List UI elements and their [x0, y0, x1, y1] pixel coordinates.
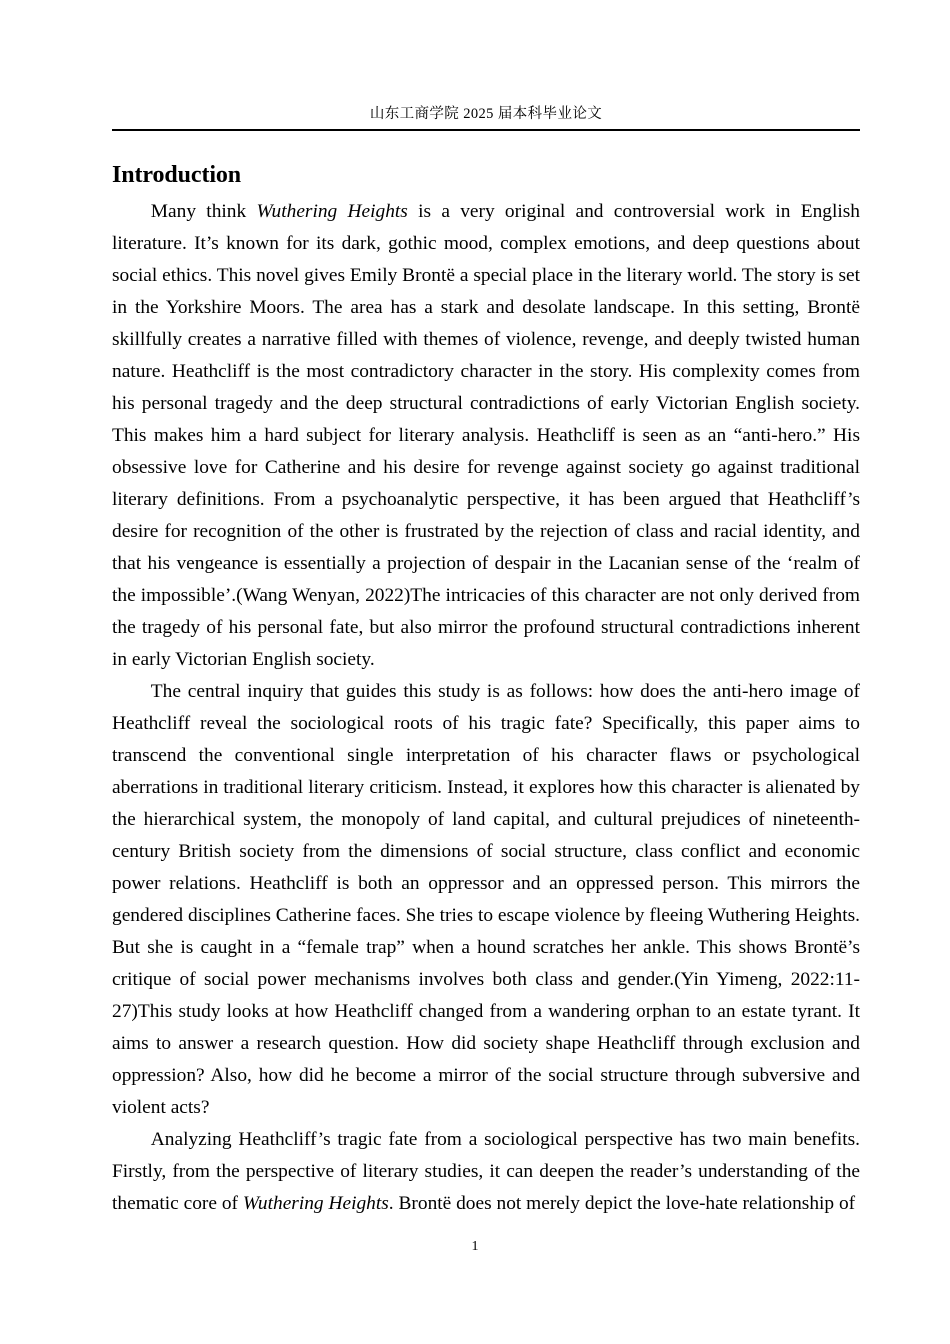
- book-title: Wuthering Heights: [256, 201, 408, 222]
- page-header: [112, 104, 860, 131]
- para-2: The central inquiry that guides this study is as follows: how does the anti-hero image of Heathcliff reveal the sociological roots of his tragic fate? Specifically, this paper aims to transcend the conventional single interpretation of his character flaws or psychological aberrations in traditional literary criticism. Instead, it explores how this character is alienated by the hierarchical system, the monopoly of land capital, and cultural prejudices of nineteenth-century British society from the dimensions of social structure, class conflict and economic power relations. Heathcliff is both an oppressor and an oppressed person. This mirrors the gendered disciplines Catherine faces. She tries to escape violence by fleeing Wuthering Heights. But she is caught in a “female trap” when a hound scratches her ankle. This shows Brontë’s critique of social power mechanisms involves both class and gender.(Yin Yimeng, 2022:11-27)This study looks at how Heathcliff changed from a wandering orphan to an estate tyrant. It aims to answer a research question. How did society shape Heathcliff through exclusion and oppression? Also, how did he become a mirror of the social structure through subversive and violent acts?: [112, 681, 860, 1118]
- document-body: [112, 160, 860, 1220]
- para-1: Many think Wuthering Heights is a very original and controversial work in English literature. It’s known for its dark, gothic mood, complex emotions, and deep questions about social ethics. This novel gives Emily Brontë a special place in the literary world. The story is set in the Yorkshire Moors. The area has a stark and desolate landscape. In this setting, Brontë skillfully creates a narrative filled with themes of violence, revenge, and deeply twisted human nature. Heathcliff is the most contradictory character in the story. His complexity comes from his personal tragedy and the deep structural contradictions of early Victorian English society. This makes him a hard subject for literary analysis. Heathcliff is seen as an “anti-hero.” His obsessive love for Catherine and his desire for revenge against society go against traditional literary definitions. From a psychoanalytic perspective, it has been argued that Heathcliff’s desire for recognition of the other is frustrated by the rejection of class and racial identity, and that his vengeance is essentially a projection of despair in the Lacanian sense of the ‘realm of the impossible’.(Wang Wenyan, 2022)The intricacies of this character are not only derived from the tragedy of his personal fate, but also mirror the profound structural contradictions inherent in early Victorian English society.: [112, 201, 861, 670]
- paragraph-list: [112, 196, 860, 1220]
- section-heading-introduction: Introduction: [112, 162, 242, 188]
- running-title: 山东工商学院 2025 届本科毕业论文: [369, 106, 603, 122]
- para-3: Analyzing Heathcliff’s tragic fate from a sociological perspective has two main benefits. Firstly, from the perspective of literary studies, it can deepen the reader’s understanding of the thematic core of Wuthering Heights. Brontë does not merely depict the love-hate relationship of: [112, 1129, 860, 1214]
- header-divider: [112, 129, 860, 131]
- book-title: Wuthering Heights: [242, 1193, 389, 1214]
- page-number: 1: [471, 1239, 479, 1254]
